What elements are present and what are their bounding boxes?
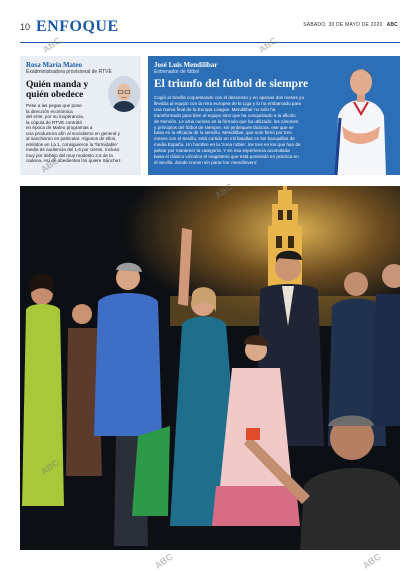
body-line: media de audiencia del 1,6 por ciento. Incluso	[26, 147, 120, 152]
body-line: del ente, por su inoperancia,	[26, 114, 84, 119]
body-line: de Nervión. Le ama curioso es la fórmula que ha utilizado: los cánones	[154, 118, 299, 124]
body-line: basa el clásico vizcaíno el magisterio que está poniendo en práctica en	[154, 154, 299, 160]
watermark: ABC	[212, 181, 235, 201]
body-line: en época de Mateo programas a	[26, 125, 93, 130]
opinion-box-left	[20, 56, 141, 175]
opinion-box-right	[148, 56, 400, 175]
author-name: José Luis Mendilibar	[154, 61, 218, 69]
body-line: Cogió al Sevilla coqueteando con el descenso y en apenas dos meses ya	[154, 95, 304, 100]
watermark: ABC	[38, 155, 61, 175]
author-role: Exadministradora provisional de RTVE	[26, 69, 112, 75]
body-line: la cúpula de RTVE contrató	[26, 119, 83, 125]
watermark: ABC	[152, 551, 175, 571]
headline: Quién manda y quién obedece	[26, 80, 89, 100]
brand: ABC	[386, 22, 398, 28]
section-title: ENFOQUE	[36, 18, 119, 35]
body-line: llevaba al equipo con la mira europea de la Liga y lo ha embarcado para	[154, 100, 302, 106]
body-line: y principios del fútbol de siempre, sin jeribeques tácticos, ese que se	[154, 124, 294, 130]
date: SÁBADO, 30 DE MAYO DE 2020	[303, 22, 383, 28]
body-line: una nueva final de la Europa League. Mendilibar no solo ha	[154, 106, 276, 112]
body-line: Pese a las pegas que pone	[26, 103, 82, 108]
main-photo	[20, 186, 400, 550]
watermark: ABC	[256, 35, 279, 55]
body-line: pelear por mantener la categoría. Y en esa experiencia acumulada	[154, 148, 290, 154]
body-line: basa en la eficacia de lo sencillo. Mendilibar, que solo firmó por tres	[154, 130, 292, 136]
column-body	[154, 95, 326, 166]
header-rule	[20, 42, 400, 43]
body-line: una productora afín al socialismo en general y	[26, 130, 120, 136]
dateline	[303, 22, 398, 28]
author-name: Rosa María Mateo	[26, 61, 82, 69]
body-line: muy por debajo del muy modesto 2,6 de la	[26, 152, 113, 158]
body-line: el Sevilla, donde crecen sin parar los 'mendilovers'.	[154, 159, 259, 165]
body-line: la dirección económica	[26, 108, 73, 114]
body-line: transformado para bien al equipo sino que ha conquistado a la afición	[154, 112, 296, 118]
body-line: emitidos en La 1, consiguieron la 'formidable'	[26, 141, 118, 147]
author-role: Entrenador de fútbol	[154, 69, 200, 75]
page-number: 10	[20, 22, 31, 32]
body-line: meses con el Sevilla, está curtido en mil batallas en los banquillos de	[154, 136, 295, 142]
watermark: ABC	[360, 551, 383, 571]
body-line: cadena. Así de obedientes los quiere Sánchez.	[26, 158, 122, 163]
headline: El triunfo del fútbol de siempre	[154, 78, 309, 90]
column-body	[26, 103, 138, 164]
coach-portrait	[332, 56, 390, 175]
watermark: ABC	[40, 35, 63, 55]
watermark: ABC	[38, 457, 61, 477]
body-line: media España. Un hombre en la 'zona noble', los tres en los que han de	[154, 142, 301, 148]
body-line: al sanchismo en particular. Algunos de ellos,	[26, 136, 117, 141]
